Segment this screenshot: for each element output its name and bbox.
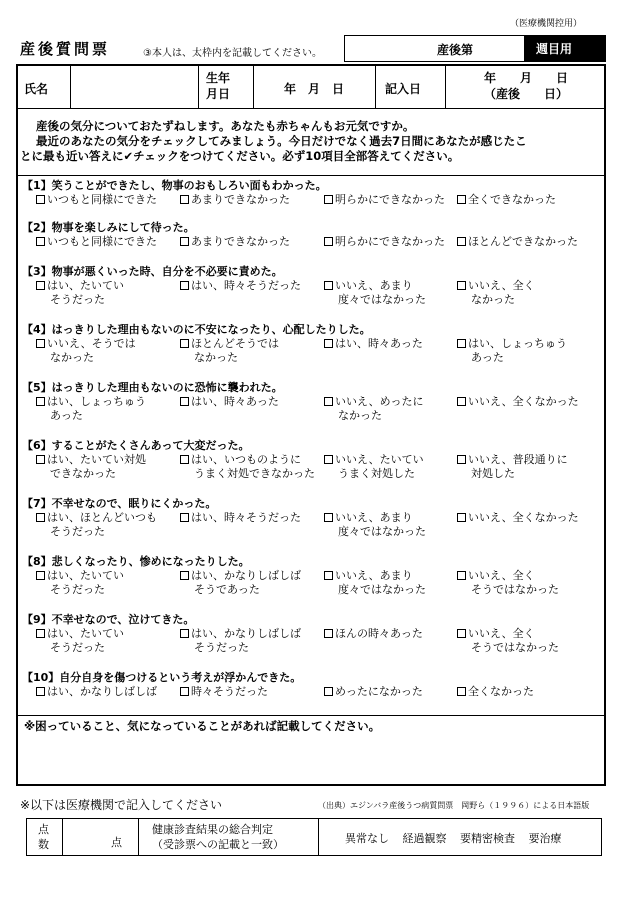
- checkbox-icon[interactable]: [36, 455, 45, 464]
- option-label-continued: できなかった: [50, 467, 116, 480]
- postpartum-label: 産後第: [437, 43, 474, 57]
- option-label: 全くなかった: [468, 685, 534, 698]
- answer-options: [22, 337, 602, 367]
- option-label: はい、たいてい: [47, 569, 124, 582]
- source-citation: （出典）エジンバラ産後うつ病質問票 岡野ら（１９９６）による日本語版: [318, 801, 590, 810]
- postpartum-week-field[interactable]: [344, 35, 525, 62]
- intro-line: とに最も近い答えに✔チェックをつけてください。必ず10項目全部答えてください。: [20, 149, 460, 163]
- entry-date-value: 年 月 日: [484, 71, 569, 85]
- question-title: 【8】悲しくなったり、惨めになったりした。: [22, 555, 250, 568]
- intro-divider: [16, 175, 606, 176]
- option-label: いつもと同様にできた: [47, 235, 157, 248]
- option-label: いいえ、あまり: [335, 569, 413, 582]
- option-label-continued: 度々ではなかった: [338, 293, 426, 306]
- answer-option[interactable]: [324, 395, 424, 423]
- answer-option[interactable]: [324, 193, 445, 207]
- option-label: いいえ、めったに: [335, 395, 424, 408]
- checkbox-icon[interactable]: [324, 629, 333, 638]
- option-label-continued: うまく対処した: [338, 467, 415, 480]
- answer-options: [22, 511, 602, 541]
- checkbox-icon[interactable]: [36, 281, 45, 290]
- answer-option[interactable]: [324, 569, 426, 597]
- option-label: 時々そうだった: [191, 685, 268, 698]
- option-label: ほとんどできなかった: [468, 235, 578, 248]
- option-label: はい、たいてい: [47, 627, 124, 640]
- result-detailed-exam[interactable]: 要精密検査: [460, 832, 515, 845]
- answer-option[interactable]: [457, 193, 556, 207]
- question-item: [22, 380, 602, 425]
- answer-option[interactable]: [36, 569, 124, 597]
- option-label: はい、時々そうだった: [191, 279, 301, 292]
- option-label: はい、たいてい: [47, 279, 124, 292]
- checkbox-icon[interactable]: [324, 281, 333, 290]
- intro-text: [20, 119, 604, 164]
- question-title: 【5】はっきりした理由もないのに恐怖に襲われた。: [22, 381, 283, 394]
- answer-option[interactable]: [36, 279, 124, 307]
- question-title: 【9】不幸せなので、泣けてきた。: [22, 613, 195, 626]
- concerns-label: ※困っていること、気になっていることがあれば記載してください。: [24, 719, 381, 733]
- checkbox-icon[interactable]: [180, 281, 189, 290]
- judgment-label: [152, 822, 284, 852]
- checkbox-icon[interactable]: [180, 339, 189, 348]
- option-label-continued: そうだった: [50, 583, 105, 596]
- option-label: いいえ、全く: [468, 279, 535, 292]
- checkbox-icon[interactable]: [457, 339, 466, 348]
- answer-options: [22, 279, 602, 309]
- result-observation[interactable]: 経過観察: [402, 832, 447, 845]
- checkbox-icon[interactable]: [180, 237, 189, 246]
- instruction-mark: ③: [143, 48, 152, 59]
- option-label: いいえ、全く: [468, 569, 535, 582]
- answer-option[interactable]: [180, 235, 290, 249]
- option-label: はい、時々あった: [335, 337, 423, 350]
- option-label: はい、時々あった: [191, 395, 279, 408]
- checkbox-icon[interactable]: [324, 339, 333, 348]
- checkbox-icon[interactable]: [457, 281, 466, 290]
- question-item: [22, 438, 602, 483]
- answer-options: [22, 395, 602, 425]
- score-field[interactable]: [63, 819, 137, 855]
- question-title: 【10】自分自身を傷つけるという考えが浮かんできた。: [22, 671, 302, 684]
- option-label-continued: なかった: [194, 351, 238, 364]
- checkbox-icon[interactable]: [36, 237, 45, 246]
- checkbox-icon[interactable]: [324, 195, 333, 204]
- answer-option[interactable]: [324, 511, 426, 539]
- answer-option[interactable]: [36, 235, 157, 249]
- result-normal[interactable]: 異常なし: [345, 832, 389, 845]
- answer-option[interactable]: [457, 453, 568, 481]
- option-label-continued: 対処した: [471, 467, 515, 480]
- entry-date-label: 記入日: [385, 82, 422, 96]
- answer-option[interactable]: [457, 627, 559, 655]
- option-label: はい、いつものように: [191, 453, 301, 466]
- checkbox-icon[interactable]: [180, 513, 189, 522]
- divider: [198, 65, 199, 108]
- week-label-box: [525, 35, 606, 62]
- answer-option[interactable]: [457, 685, 534, 699]
- option-label: 明らかにできなかった: [335, 193, 445, 206]
- checkbox-icon[interactable]: [324, 687, 333, 696]
- answer-option[interactable]: [180, 685, 268, 699]
- instruction-text: 本人は、太枠内を記載してください。: [151, 48, 322, 59]
- option-label: いいえ、あまり: [335, 511, 413, 524]
- option-label: いいえ、全く: [468, 627, 535, 640]
- judgment-options: [345, 830, 562, 846]
- option-label: はい、かなりしばしば: [191, 569, 301, 582]
- question-title: 【6】することがたくさんあって大変だった。: [22, 439, 250, 452]
- institution-copy-tag: （医療機関控用）: [509, 19, 582, 29]
- postpartum-days-value: （産後 日）: [484, 87, 569, 101]
- checkbox-icon[interactable]: [324, 455, 333, 464]
- answer-option[interactable]: [36, 685, 157, 699]
- option-label: いいえ、普段通りに: [468, 453, 568, 466]
- answer-option[interactable]: [324, 453, 424, 481]
- checkbox-icon[interactable]: [180, 195, 189, 204]
- question-item: [22, 554, 602, 599]
- option-label: いいえ、そうでは: [47, 337, 136, 350]
- option-label: あまりできなかった: [191, 193, 290, 206]
- answer-option[interactable]: [324, 337, 423, 351]
- question-title: 【4】はっきりした理由もないのに不安になったり、心配したりした。: [22, 323, 371, 336]
- score-unit: 点: [111, 836, 122, 849]
- option-label: いいえ、全くなかった: [468, 395, 579, 408]
- checkbox-icon[interactable]: [180, 455, 189, 464]
- option-label: ほとんどそうでは: [191, 337, 279, 350]
- answer-option[interactable]: [457, 279, 535, 307]
- option-label-continued: そうだった: [194, 641, 249, 654]
- checkbox-icon[interactable]: [36, 195, 45, 204]
- question-item: [22, 612, 602, 657]
- intro-line: 最近のあなたの気分をチェックしてみましょう。今日だけでなく過去7日間にあなたが感じたこ: [36, 134, 527, 148]
- checkbox-icon[interactable]: [36, 629, 45, 638]
- answer-option[interactable]: [324, 279, 426, 307]
- option-label: 全くできなかった: [468, 193, 556, 206]
- question-title: 【2】物事を楽しみにして待った。: [22, 221, 195, 234]
- answer-option[interactable]: [457, 511, 579, 525]
- checkbox-icon[interactable]: [457, 571, 466, 580]
- answer-options: [22, 627, 602, 657]
- name-field[interactable]: [72, 66, 197, 107]
- score-label-line2: 数: [38, 838, 49, 851]
- option-label-continued: なかった: [338, 409, 382, 422]
- checkbox-icon[interactable]: [180, 629, 189, 638]
- divider: [138, 818, 139, 856]
- answer-options: [22, 453, 602, 483]
- answer-option[interactable]: [324, 235, 445, 249]
- answer-option[interactable]: [180, 511, 301, 525]
- score-label: [38, 822, 49, 852]
- answer-option[interactable]: [36, 511, 157, 539]
- answer-option[interactable]: [36, 453, 146, 481]
- checkbox-icon[interactable]: [324, 237, 333, 246]
- checkbox-icon[interactable]: [324, 571, 333, 580]
- checkbox-icon[interactable]: [36, 687, 45, 696]
- option-label-continued: 度々ではなかった: [338, 525, 426, 538]
- option-label-continued: そうではなかった: [471, 641, 559, 654]
- score-label-line1: 点: [38, 823, 49, 836]
- week-label: 週目用: [536, 42, 573, 56]
- answer-option[interactable]: [180, 337, 279, 365]
- question-item: [22, 178, 602, 223]
- answer-option[interactable]: [180, 395, 279, 409]
- dob-label-line2: 月日: [206, 87, 231, 101]
- option-label-continued: そうであった: [194, 583, 260, 596]
- option-label-continued: あった: [50, 409, 83, 422]
- option-label: あまりできなかった: [191, 235, 290, 248]
- option-label: はい、ほとんどいつも: [47, 511, 157, 524]
- answer-option[interactable]: [36, 193, 157, 207]
- checkbox-icon[interactable]: [36, 571, 45, 580]
- option-label-continued: なかった: [471, 293, 515, 306]
- dob-label-line1: 生年: [206, 71, 231, 85]
- divider: [253, 65, 254, 108]
- answer-options: [22, 569, 602, 599]
- checkbox-icon[interactable]: [180, 571, 189, 580]
- option-label: はい、しょっちゅう: [47, 395, 146, 408]
- name-label: 氏名: [24, 82, 49, 96]
- answer-option[interactable]: [324, 685, 423, 699]
- checkbox-icon[interactable]: [180, 687, 189, 696]
- option-label: いいえ、あまり: [335, 279, 413, 292]
- divider: [70, 65, 71, 108]
- option-label-continued: 度々ではなかった: [338, 583, 426, 596]
- answer-option[interactable]: [180, 279, 301, 293]
- option-label: はい、たいてい対処: [47, 453, 146, 466]
- option-label: はい、かなりしばしば: [47, 685, 157, 698]
- concerns-field[interactable]: [20, 735, 602, 783]
- dob-field[interactable]: 年 月 日: [284, 82, 345, 96]
- question-title: 【7】不幸せなので、眠りにくかった。: [22, 497, 217, 510]
- question-title: 【3】物事が悪くいった時、自分を不必要に責めた。: [22, 265, 283, 278]
- dob-label: [206, 70, 230, 102]
- intro-line: 産後の気分についておたずねします。あなたも赤ちゃんもお元気ですか。: [36, 119, 415, 133]
- question-item: [22, 322, 602, 367]
- option-label: 明らかにできなかった: [335, 235, 445, 248]
- divider: [375, 65, 376, 108]
- option-label-continued: なかった: [50, 351, 94, 364]
- checkbox-icon[interactable]: [457, 687, 466, 696]
- checkbox-icon[interactable]: [457, 513, 466, 522]
- divider: [318, 818, 319, 856]
- instruction-note: [143, 44, 322, 59]
- answer-option[interactable]: [180, 453, 315, 481]
- option-label: ほんの時々あった: [335, 627, 423, 640]
- answer-option[interactable]: [180, 569, 301, 597]
- answer-option[interactable]: [457, 569, 559, 597]
- option-label: いいえ、たいてい: [335, 453, 424, 466]
- checkbox-icon[interactable]: [36, 513, 45, 522]
- answer-option[interactable]: [36, 627, 124, 655]
- checkbox-icon[interactable]: [457, 455, 466, 464]
- answer-options: [22, 685, 602, 715]
- question-title: 【1】笑うことができたし、物事のおもしろい面もわかった。: [22, 179, 327, 192]
- form-title: 産後質問票: [20, 40, 111, 58]
- option-label-continued: そうではなかった: [471, 583, 559, 596]
- checkbox-icon[interactable]: [324, 513, 333, 522]
- option-label: はい、時々そうだった: [191, 511, 301, 524]
- answer-options: [22, 193, 602, 223]
- checkbox-icon[interactable]: [36, 339, 45, 348]
- question-item: [22, 670, 602, 715]
- checkbox-icon[interactable]: [36, 397, 45, 406]
- checkbox-icon[interactable]: [457, 629, 466, 638]
- question-item: [22, 496, 602, 541]
- answer-option[interactable]: [36, 337, 136, 365]
- answer-option[interactable]: [324, 627, 423, 641]
- checkbox-icon[interactable]: [457, 397, 466, 406]
- concern-divider: [16, 715, 606, 716]
- answer-option[interactable]: [457, 395, 579, 409]
- checkbox-icon[interactable]: [457, 237, 466, 246]
- checkbox-icon[interactable]: [457, 195, 466, 204]
- divider: [445, 65, 446, 108]
- option-label: はい、かなりしばしば: [191, 627, 301, 640]
- checkbox-icon[interactable]: [180, 397, 189, 406]
- answer-option[interactable]: [457, 235, 578, 249]
- judgment-label-line1: 健康診査結果の総合判定: [152, 823, 273, 836]
- info-row-divider: [16, 108, 606, 109]
- answer-option[interactable]: [180, 193, 290, 207]
- option-label: いつもと同様にできた: [47, 193, 157, 206]
- option-label: めったになかった: [335, 685, 423, 698]
- answer-options: [22, 235, 602, 265]
- question-item: [22, 264, 602, 309]
- answer-option[interactable]: [36, 395, 146, 423]
- option-label-continued: うまく対処できなかった: [194, 467, 315, 480]
- option-label-continued: そうだった: [50, 525, 105, 538]
- option-label: いいえ、全くなかった: [468, 511, 579, 524]
- option-label-continued: そうだった: [50, 293, 105, 306]
- clinic-section-heading: ※以下は医療機関で記入してください: [20, 798, 223, 812]
- result-treatment[interactable]: 要治療: [528, 832, 562, 845]
- option-label-continued: そうだった: [50, 641, 105, 654]
- question-item: [22, 220, 602, 265]
- answer-option[interactable]: [180, 627, 301, 655]
- option-label: はい、しょっちゅう: [468, 337, 567, 350]
- judgment-label-line2: （受診票への記載と一致）: [152, 838, 284, 851]
- option-label-continued: あった: [471, 351, 504, 364]
- entry-date-field[interactable]: [484, 70, 568, 102]
- checkbox-icon[interactable]: [324, 397, 333, 406]
- answer-option[interactable]: [457, 337, 567, 365]
